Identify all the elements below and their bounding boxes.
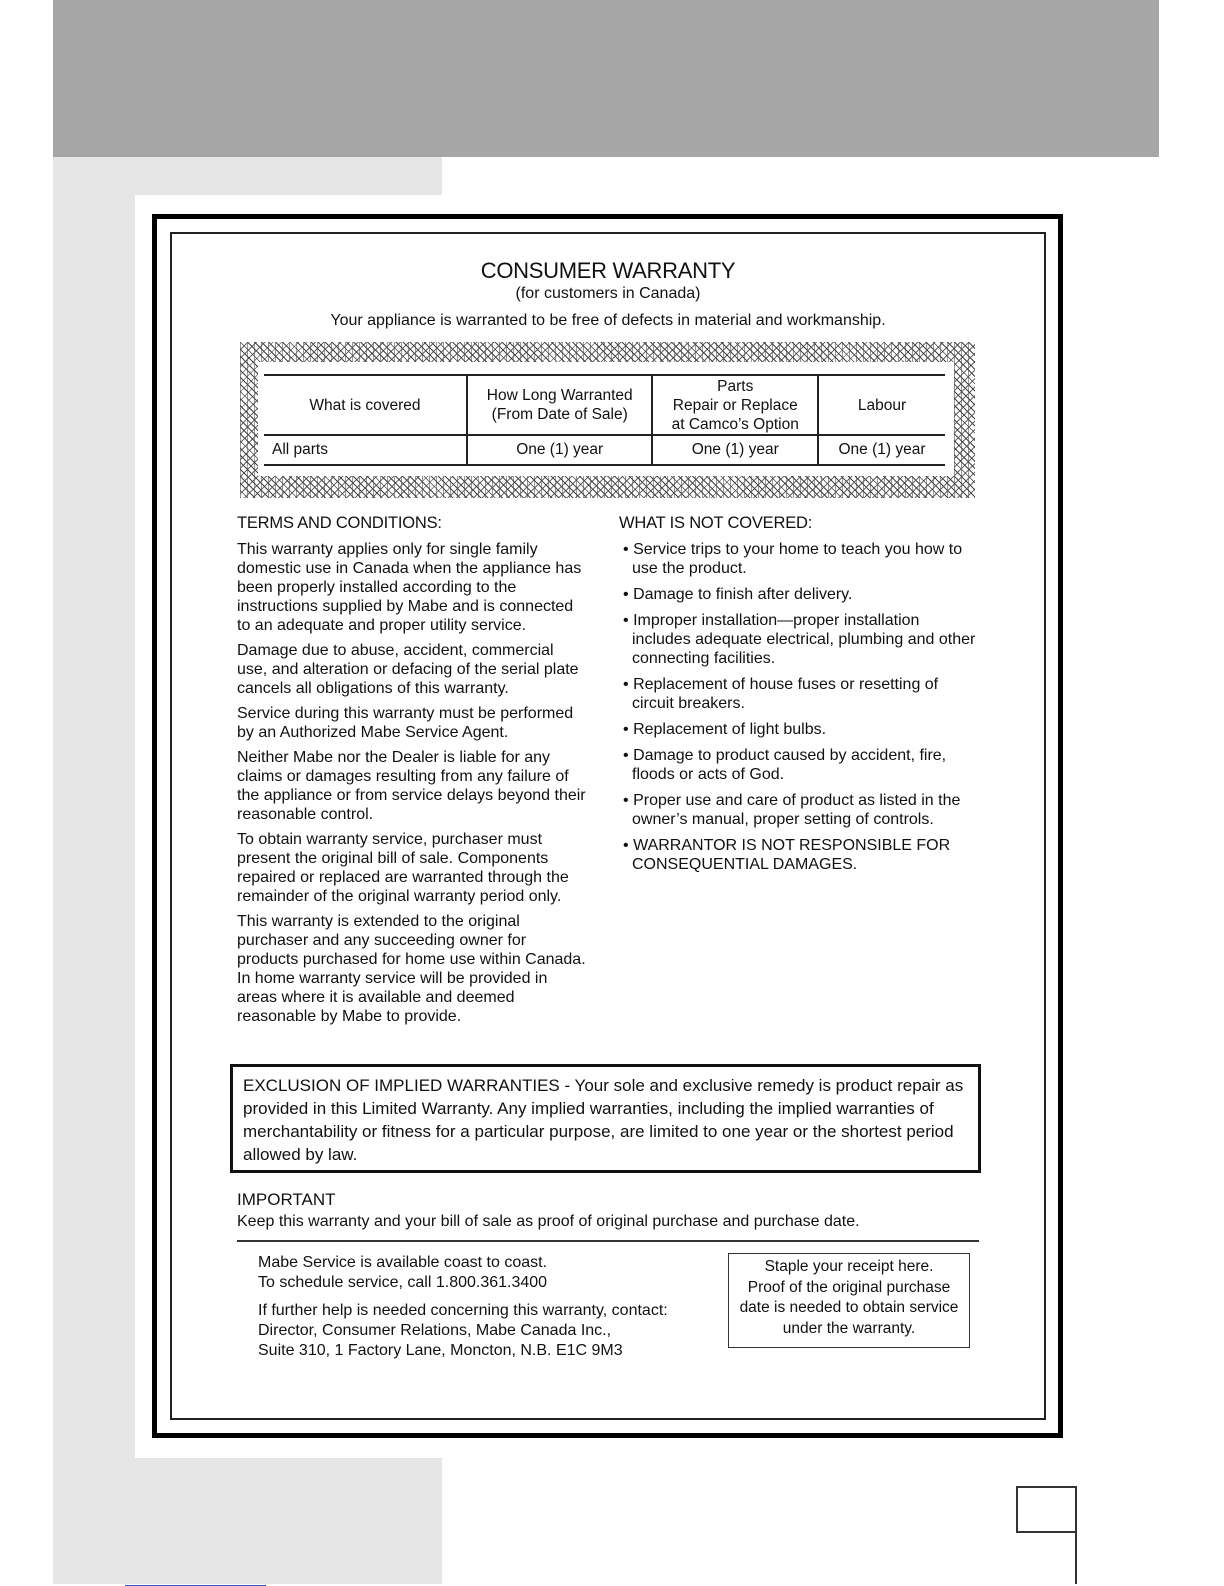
- list-item: [619, 836, 979, 874]
- terms-paragraph: Neither Mabe nor the Dealer is liable for any claims or damages resulting from any failure of the appliance or from service delays beyond their reasonable control.: [237, 749, 586, 823]
- terms-paragraph: This warranty is extended to the original purchaser and any succeeding owner for products purchased for home use within Canada. In home warranty service will be provided in areas where it is available and deemed reasonable by Mabe to provide.: [237, 913, 586, 1025]
- header-labour: Labour: [818, 375, 945, 435]
- bullet-icon: •: [623, 676, 629, 693]
- terms-heading: TERMS AND CONDITIONS:: [237, 514, 442, 532]
- bullet-icon: •: [623, 612, 629, 629]
- divider: [237, 1240, 979, 1242]
- margin-band-bottom: [135, 1458, 442, 1584]
- important-section: [237, 1190, 977, 1231]
- contact-section: [258, 1253, 718, 1361]
- list-item: [619, 720, 979, 739]
- page-edge-line: [1075, 1486, 1077, 1584]
- warranty-table: [264, 374, 945, 466]
- page-number-box: [1016, 1486, 1077, 1533]
- terms-section: [237, 514, 587, 1032]
- bullet-icon: •: [623, 541, 629, 558]
- not-covered-heading: WHAT IS NOT COVERED:: [619, 514, 813, 532]
- bullet-icon: •: [623, 747, 629, 764]
- header-parts: [652, 375, 818, 435]
- list-item-text: Improper installation—proper installation includes adequate electrical, plumbing and other connecting facilities.: [632, 612, 976, 667]
- page-subtitle: (for customers in Canada): [515, 285, 701, 302]
- header-what-is-covered: What is covered: [264, 375, 467, 435]
- header-how-long: [467, 375, 652, 435]
- bullet-icon: •: [623, 586, 629, 603]
- staple-line: date is needed to obtain service: [739, 1299, 959, 1316]
- contact-name: Director, Consumer Relations, Mabe Canada Inc.,: [258, 1322, 612, 1339]
- list-item: [619, 611, 979, 668]
- terms-paragraph: Damage due to abuse, accident, commercial use, and alteration or defacing of the serial plate cancels all obligations of this warranty.: [237, 642, 579, 697]
- top-grey-band: [53, 0, 1159, 157]
- list-item: [619, 675, 979, 713]
- list-item-text: WARRANTOR IS NOT RESPONSIBLE FOR CONSEQUENTIAL DAMAGES.: [632, 837, 951, 873]
- header-how-long-line: How Long Warranted: [486, 387, 633, 404]
- table-header-row: [264, 375, 945, 435]
- contact-address: Suite 310, 1 Factory Lane, Moncton, N.B. E1C 9M3: [258, 1342, 623, 1359]
- header-parts-line: Repair or Replace: [672, 396, 798, 414]
- list-item: [619, 791, 979, 829]
- staple-line: Proof of the original purchase: [747, 1278, 951, 1296]
- list-item-text: Replacement of house fuses or resetting of circuit breakers.: [632, 676, 939, 712]
- important-text: Keep this warranty and your bill of sale as proof of original purchase and purchase date.: [237, 1213, 860, 1230]
- list-item: [619, 585, 979, 604]
- header-how-long-line: (From Date of Sale): [491, 406, 628, 423]
- table-cell: All parts: [264, 435, 467, 465]
- staple-line: under the warranty.: [782, 1319, 916, 1337]
- staple-receipt-box: [728, 1253, 970, 1348]
- service-availability: Mabe Service is available coast to coast.: [258, 1254, 548, 1271]
- terms-paragraph: This warranty applies only for single family domestic use in Canada when the appliance has been properly installed according to the instructions supplied by Mabe and is connected to an adequate and proper utility service.: [237, 541, 582, 634]
- table-cell: One (1) year: [818, 435, 945, 465]
- not-covered-section: [619, 514, 979, 881]
- table-row: [264, 435, 945, 465]
- bullet-icon: •: [623, 837, 629, 854]
- terms-paragraph: Service during this warranty must be performed by an Authorized Mabe Service Agent.: [237, 705, 574, 741]
- contact-intro: If further help is needed concerning this warranty, contact:: [258, 1302, 668, 1319]
- table-cell: One (1) year: [652, 435, 818, 465]
- list-item-text: Damage to finish after delivery.: [633, 586, 853, 603]
- important-heading: IMPORTANT: [237, 1190, 336, 1209]
- margin-band-top: [53, 157, 442, 195]
- service-phone: To schedule service, call 1.800.361.3400: [258, 1274, 548, 1291]
- list-item-text: Replacement of light bulbs.: [633, 721, 827, 738]
- margin-band-left: [53, 195, 135, 1584]
- list-item-text: Proper use and care of product as listed in the owner’s manual, proper setting of controls.: [632, 792, 961, 828]
- header-parts-line: at Camco’s Option: [671, 415, 799, 433]
- terms-paragraph: To obtain warranty service, purchaser must present the original bill of sale. Components repaired or replaced are warranted through the remainder of the original warranty period only.: [237, 831, 569, 905]
- table-cell: One (1) year: [467, 435, 652, 465]
- warranty-intro: Your appliance is warranted to be free of defects in material and workmanship.: [330, 312, 886, 329]
- list-item: [619, 540, 979, 578]
- bullet-icon: •: [623, 792, 629, 809]
- exclusion-box: EXCLUSION OF IMPLIED WARRANTIES - Your sole and exclusive remedy is product repair as provided in this Limited Warranty. Any implied warranties, including the implied warranties of merchantability or fitness for a particular purpose, are limited to one year or the shortest period allowed by law.: [230, 1064, 981, 1173]
- list-item: [619, 746, 979, 784]
- list-item-text: Damage to product caused by accident, fire, floods or acts of God.: [632, 747, 947, 783]
- header-parts-line: Parts: [717, 377, 754, 395]
- bullet-icon: •: [623, 721, 629, 738]
- staple-line: Staple your receipt here.: [764, 1258, 934, 1275]
- list-item-text: Service trips to your home to teach you how to use the product.: [632, 541, 963, 577]
- page-title: CONSUMER WARRANTY: [480, 258, 736, 283]
